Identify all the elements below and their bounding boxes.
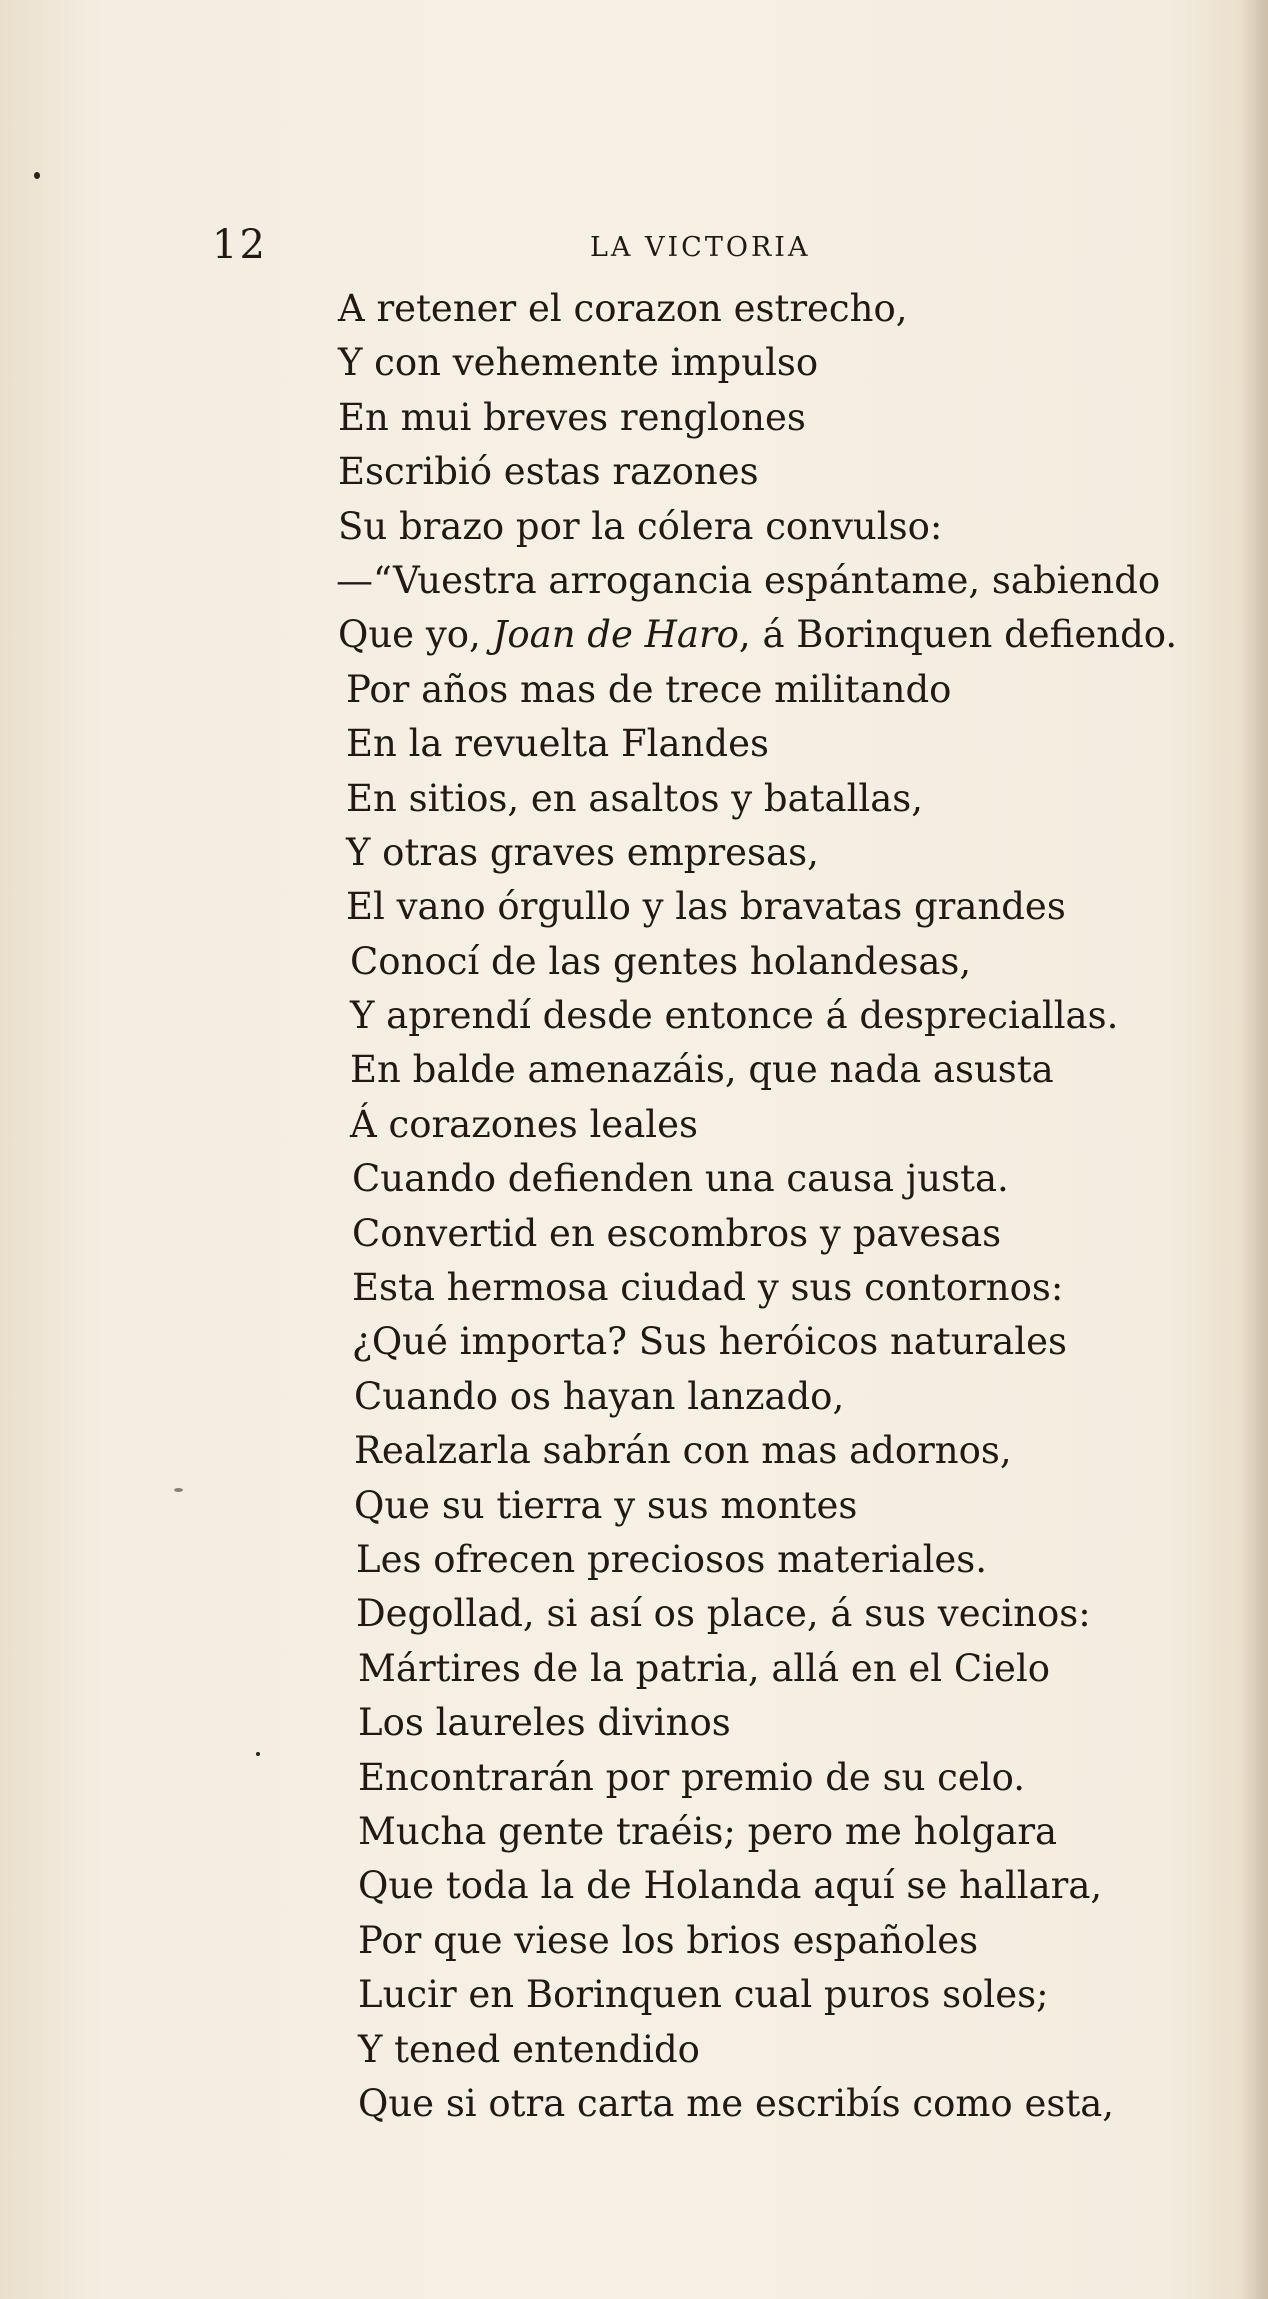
poem-text xyxy=(338,282,1177,2131)
verse-line: Cuando defienden una causa justa. xyxy=(352,1157,1009,1201)
verse-line: Conocí de las gentes holandesas, xyxy=(350,939,972,983)
verse-line: Y otras graves empresas, xyxy=(346,830,819,874)
ink-speck xyxy=(256,1752,260,1756)
page-edge-shadow xyxy=(1240,0,1268,2299)
verse-segment: Que yo, xyxy=(338,613,493,657)
ink-speck xyxy=(174,1488,183,1492)
italic-name: Joan de Haro xyxy=(492,613,739,657)
verse-line: Les ofrecen preciosos materiales. xyxy=(356,1537,988,1581)
verse-line: En la revuelta Flandes xyxy=(346,722,769,766)
verse-line: Que si otra carta me escribís como esta, xyxy=(358,2081,1115,2125)
verse-segment: , á Borinquen defiendo. xyxy=(738,613,1178,657)
verse-line: Que su tierra y sus montes xyxy=(354,1483,858,1527)
running-head: LA VICTORIA xyxy=(590,232,811,263)
verse-line: A retener el corazon estrecho, xyxy=(338,287,908,330)
verse-line: En balde amenazáis, que nada asusta xyxy=(350,1048,1054,1092)
verse-line: Esta hermosa ciudad y sus contornos: xyxy=(352,1266,1064,1310)
verse-line: Degollad, si así os place, á sus vecinos: xyxy=(356,1592,1091,1636)
verse-line: Mártires de la patria, allá en el Cielo xyxy=(358,1646,1051,1690)
verse-line: —“Vuestra arrogancia espántame, sabiendo xyxy=(336,558,1161,602)
verse-line: Mucha gente traéis; pero me holgara xyxy=(358,1809,1058,1853)
ink-speck xyxy=(34,172,40,179)
verse-line: Cuando os hayan lanzado, xyxy=(354,1374,845,1418)
verse-line: Á corazones leales xyxy=(350,1102,698,1146)
verse-line: Los laureles divinos xyxy=(358,1701,731,1745)
verse-line: Su brazo por la cólera convulso: xyxy=(338,504,943,548)
verse-line: Lucir en Borinquen cual puros soles; xyxy=(358,1973,1049,2017)
verse-line: Y aprendí desde entonce á despreciallas. xyxy=(350,994,1119,1038)
verse-line: ¿Qué importa? Sus heróicos naturales xyxy=(352,1320,1067,1364)
verse-line: Por años mas de trece militando xyxy=(346,667,952,711)
verse-line: El vano órgullo y las bravatas grandes xyxy=(346,885,1066,929)
verse-line: Encontrarán por premio de su celo. xyxy=(358,1755,1026,1799)
verse-line: Y con vehemente impulso xyxy=(338,341,819,385)
verse-line: En sitios, en asaltos y batallas, xyxy=(346,776,924,820)
verse-line: Convertid en escombros y pavesas xyxy=(352,1211,1002,1255)
verse-line-with-italic xyxy=(338,608,1177,662)
verse-line: Y tened entendido xyxy=(358,2027,700,2071)
verse-line: Escribió estas razones xyxy=(338,450,759,494)
verse-line: Que toda la de Holanda aquí se hallara, xyxy=(358,1864,1103,1908)
verse-line: Por que viese los brios españoles xyxy=(358,1918,979,1962)
verse-line: En mui breves renglones xyxy=(338,395,806,439)
page-number: 12 xyxy=(212,222,267,268)
verse-line: Realzarla sabrán con mas adornos, xyxy=(354,1429,1012,1473)
